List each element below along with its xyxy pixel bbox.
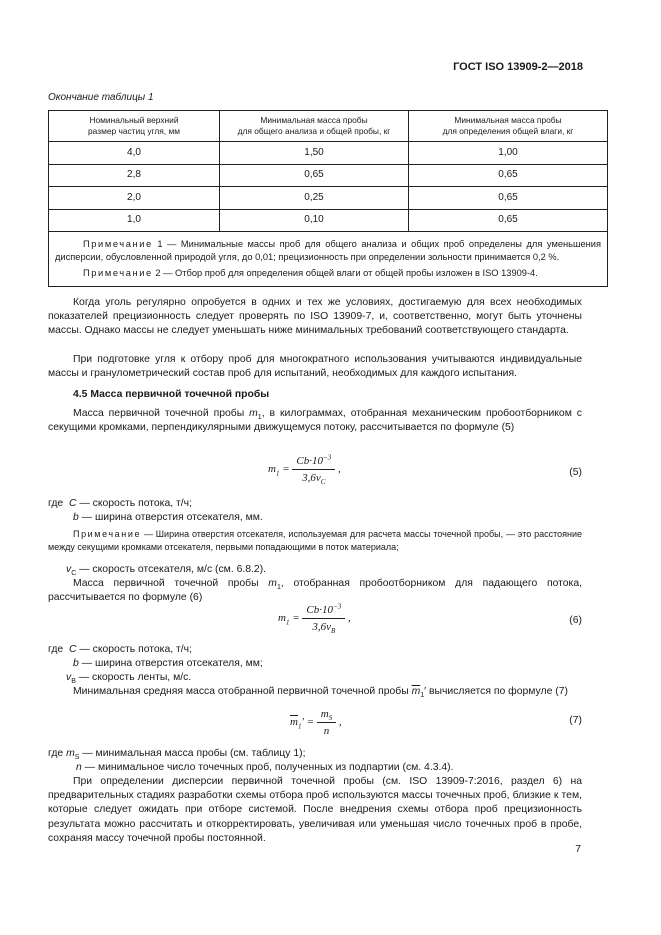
formula-7: $\overline{m}_1'$ = $\frac{m_S}{n}$ , <box>290 708 342 738</box>
table-notes-row <box>49 232 608 287</box>
table-caption: Окончание таблицы 1 <box>48 92 154 103</box>
formula-5: $m_1$ = $\frac{Cb\cdot 10^{-3}}{3,6v_C}$ , <box>268 453 341 487</box>
paragraph: Масса первичной точечной пробы $m_1$, отобранная пробоотборником для падающего потока, рассчитывается по формуле (6) <box>48 578 582 604</box>
table-header-row <box>49 111 608 142</box>
where-block: где $m_S$ — минимальная масса пробы (см. таблицу 1); <box>48 748 306 762</box>
paragraph: Масса первичной точечной пробы $m_1$, в килограммах, отобранная механическим пробоотборником с секущими кромками, перпендикулярными движущемуся потоку, рассчитывается по формуле (5) <box>48 408 582 434</box>
where-block: где C — скорость потока, т/ч; <box>48 498 192 509</box>
where-line: b — ширина отверстия отсекателя, мм; <box>73 658 263 669</box>
column-header: Номинальный верхний размер частиц угля, мм <box>49 111 220 142</box>
table-notes: Примечание 1 — Минимальные массы проб для общего анализа и общих проб определены для уменьшения дисперсии, обусловленной природой угля, до 0,01; прецизионность при определении зольности принимается 0,2 %. Примечание 2 — Отбор проб для определения общей влаги от общей пробы изложен в ISO 13909-4. <box>49 232 608 287</box>
section-heading: 4.5 Масса первичной точечной пробы <box>73 389 270 400</box>
equation-number: (6) <box>569 615 582 626</box>
table-row: 2,8 0,65 0,65 <box>49 164 608 187</box>
equation-number: (5) <box>569 467 582 478</box>
table-row: 4,0 1,50 1,00 <box>49 142 608 165</box>
table-row: 1,0 0,10 0,65 <box>49 209 608 232</box>
formula-6: $m_1$ = $\frac{Cb\cdot 10^{-3}}{3,6v_B}$ , <box>278 602 351 636</box>
document-id: ГОСТ ISO 13909-2—2018 <box>453 61 583 73</box>
paragraph: Минимальная средняя масса отобранной первичной точечной пробы $\overline{m}_1'$ вычисляется по формуле (7) <box>73 686 568 700</box>
paragraph: При определении дисперсии первичной точечной пробы (см. ISO 13909-7:2016, раздел 6) на предварительных стадиях разработки схемы отбора проб используются массы точечных проб, близкие к тем, которые следует ожидать при отборе системой. После внедрения схемы отбора проб прецизионность результата можно рассчитать и откорректировать, увеличивая или уменьшая число точечных проб в пробе, сохраняя массу точечной пробы постоянной. <box>48 776 582 844</box>
equation-number: (7) <box>569 715 582 726</box>
paragraph: При подготовке угля к отбору проб для многократного использования учитываются индивидуальные массы и гранулометрический состав проб для испытаний, необходимых для каждого испытания. <box>48 354 582 380</box>
where-line: b — ширина отверстия отсекателя, мм. <box>73 512 263 523</box>
where-line: $v_C$ — скорость отсекателя, м/с (см. 6.8.2). <box>66 564 267 578</box>
note: Примечание — Ширина отверстия отсекателя, используемая для расчета массы точечной пробы, — это расстояние между секущими кромками отсекателя, первыми попадающими в поток материала; <box>48 529 582 552</box>
where-line: n — минимальное число точечных проб, полученных из подпартии (см. 4.3.4). <box>76 762 454 773</box>
paragraph: Когда уголь регулярно опробуется в одних и тех же условиях, достигаемую для всех необходимых показателей прецизионность следует проверять по ISO 13909-7, и, соответственно, могут быть уточнены массы. Однако массы не следует уменьшать ниже минимальных требований соответствующего стандарта. <box>48 297 582 337</box>
column-header: Минимальная масса пробы для общего анализа и общей пробы, кг <box>220 111 409 142</box>
column-header: Минимальная масса пробы для определения общей влаги, кг <box>409 111 608 142</box>
table-row: 2,0 0,25 0,65 <box>49 187 608 210</box>
where-line: $v_B$ — скорость ленты, м/с. <box>66 672 192 686</box>
page-number: 7 <box>575 844 581 855</box>
where-block: где C — скорость потока, т/ч; <box>48 644 192 655</box>
sample-mass-table <box>48 110 608 287</box>
